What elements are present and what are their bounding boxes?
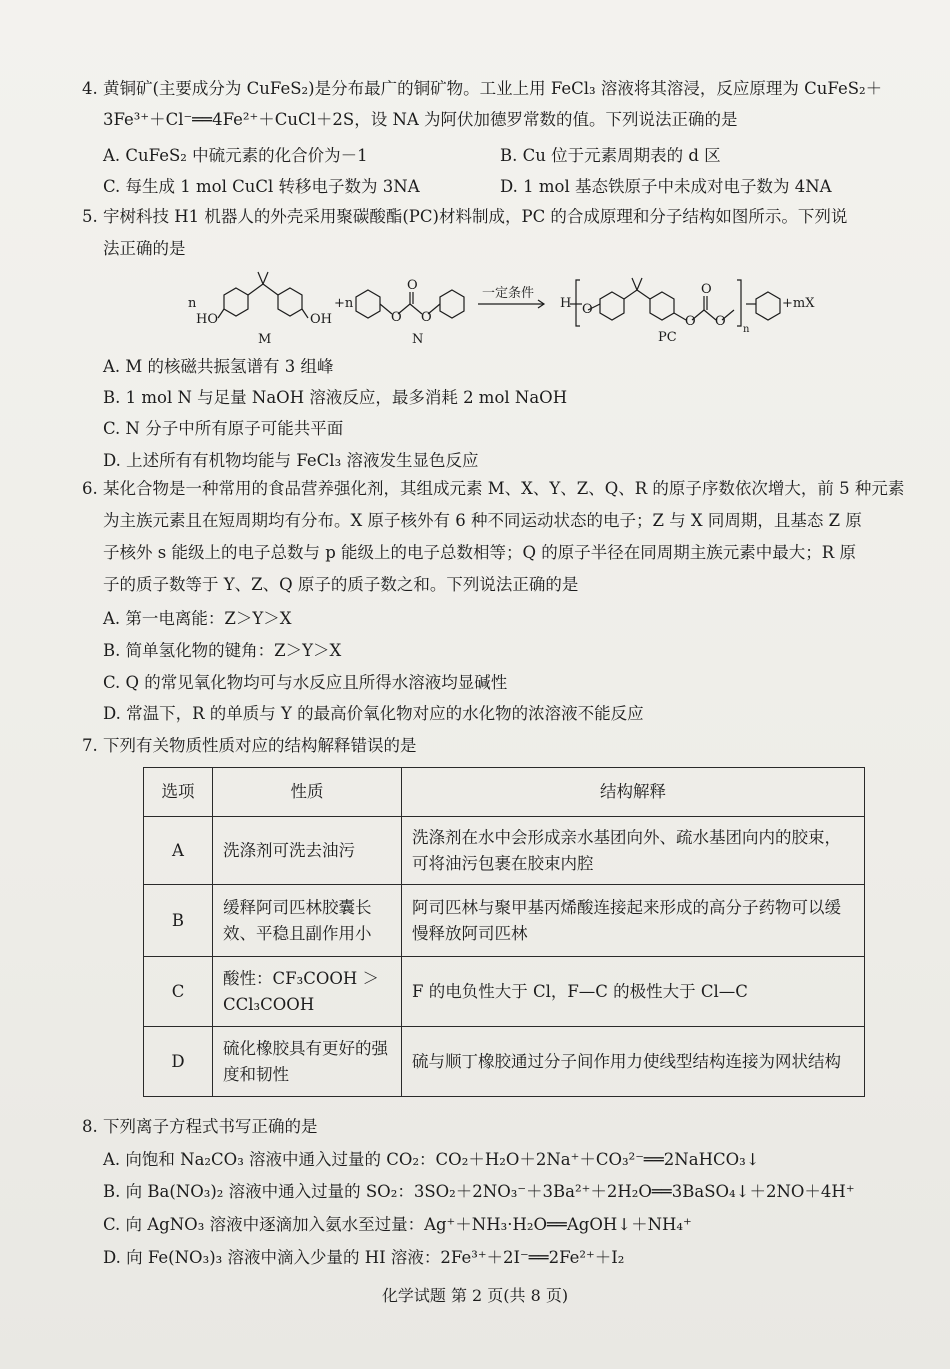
q8-option-d: D. 向 Fe(NO₃)₃ 溶液中滴入少量的 HI 溶液：2Fe³⁺＋2I⁻══2Fe²⁺＋I₂: [103, 1248, 625, 1267]
q8-option-b: B. 向 Ba(NO₃)₂ 溶液中通入过量的 SO₂：3SO₂＋2NO₃⁻＋3Ba²⁺＋2H₂O══3BaSO₄↓＋2NO＋4H⁺: [103, 1182, 855, 1201]
m-label: M: [258, 332, 272, 347]
row-explanation: 硫与顺丁橡胶通过分子间作用力使线型结构连接为网状结构: [402, 1027, 865, 1097]
pc-oxygen-3: O: [715, 314, 726, 329]
n-carbonyl-oxygen: O: [407, 278, 418, 293]
q7-stem: 7. 下列有关物质性质对应的结构解释错误的是: [82, 736, 417, 755]
q5-option-d: D. 上述所有有机物均能与 FeCl₃ 溶液发生显色反应: [103, 451, 479, 470]
row-explanation: 阿司匹林与聚甲基丙烯酸连接起来形成的高分子药物可以缓慢释放阿司匹林: [402, 885, 865, 957]
n-oxygen-right: O: [421, 310, 432, 325]
m-ho-group: HO: [196, 312, 218, 327]
pc-h-end: H: [560, 296, 572, 311]
row-property: 酸性：CF₃COOH ＞ CCl₃COOH: [213, 957, 402, 1027]
table-row: [144, 817, 865, 885]
pc-end-phenyl: [756, 292, 780, 320]
q8-stem: 8. 下列离子方程式书写正确的是: [82, 1117, 318, 1136]
row-option: A: [144, 817, 213, 885]
n-ring-right: [440, 290, 464, 318]
table-row: [144, 1027, 865, 1097]
pc-carbonyl-oxygen: O: [701, 282, 712, 297]
m-ring-right: [278, 288, 302, 316]
row-option: B: [144, 885, 213, 957]
q4-option-d: D. 1 mol 基态铁原子中未成对电子数为 4NA: [500, 177, 832, 196]
n-ring-left: [356, 290, 380, 318]
row-property: 洗涤剂可洗去油污: [213, 817, 402, 885]
page-footer: 化学试题 第 2 页(共 8 页): [381, 1286, 569, 1305]
q4-option-c: C. 每生成 1 mol CuCl 转移电子数为 3NA: [103, 177, 420, 196]
q6-option-a: A. 第一电离能：Z＞Y＞X: [103, 609, 292, 628]
q6-stem-line2: 为主族元素且在短周期均有分布。X 原子核外有 6 种不同运动状态的电子；Z 与 X 同周期，且基态 Z 原: [103, 511, 862, 530]
header-option: 选项: [144, 768, 213, 817]
pc-ring-2: [650, 292, 674, 320]
q5-option-b: B. 1 mol N 与足量 NaOH 溶液反应，最多消耗 2 mol NaOH: [103, 388, 568, 407]
row-property: 硫化橡胶具有更好的强度和韧性: [213, 1027, 402, 1097]
byproduct-mx: +mX: [782, 296, 815, 311]
m-oh-group: OH: [310, 312, 332, 327]
pc-synthesis-diagram: [180, 270, 820, 350]
q5-stem-line2: 法正确的是: [103, 239, 186, 258]
pc-oxygen-2: O: [685, 314, 696, 329]
q5-option-c: C. N 分子中所有原子可能共平面: [103, 419, 344, 438]
q6-stem-line4: 子的质子数等于 Y、Z、Q 原子的质子数之和。下列说法正确的是: [103, 575, 579, 594]
table-row: [144, 885, 865, 957]
m-ring-left: [224, 288, 248, 316]
q6-stem-line3: 子核外 s 能级上的电子总数与 p 能级上的电子总数相等；Q 的原子半径在同周期主族元素中最大；R 原: [103, 543, 856, 562]
q7-table: [143, 767, 865, 1097]
header-property: 性质: [213, 768, 402, 817]
row-explanation: 洗涤剂在水中会形成亲水基团向外、疏水基团向内的胶束，可将油污包裹在胶束内腔: [402, 817, 865, 885]
reaction-scheme-svg: [180, 270, 820, 350]
q6-option-b: B. 简单氢化物的键角：Z＞Y＞X: [103, 641, 342, 660]
reaction-condition: 一定条件: [482, 286, 535, 301]
q4-stem-line1: 4. 黄铜矿(主要成分为 CuFeS₂)是分布最广的铜矿物。工业上用 FeCl₃ 溶液将其溶浸，反应原理为 CuFeS₂＋: [82, 79, 883, 98]
m-coefficient: n: [188, 296, 197, 311]
n-oxygen-left: O: [391, 310, 402, 325]
row-property: 缓释阿司匹林胶囊长效、平稳且副作用小: [213, 885, 402, 957]
q5-stem-line1: 5. 宇树科技 H1 机器人的外壳采用聚碳酸酯(PC)材料制成，PC 的合成原理和分子结构如图所示。下列说: [82, 207, 848, 226]
pc-bracket-left: [576, 280, 580, 326]
q4-option-a: A. CuFeS₂ 中硫元素的化合价为－1: [103, 146, 368, 165]
q8-option-c: C. 向 AgNO₃ 溶液中逐滴加入氨水至过量：Ag⁺＋NH₃·H₂O══AgOH↓＋NH₄⁺: [103, 1215, 692, 1234]
q6-stem-line1: 6. 某化合物是一种常用的食品营养强化剂，其组成元素 M、X、Y、Z、Q、R 的原子序数依次增大，前 5 种元素: [82, 479, 905, 498]
pc-label: PC: [658, 330, 677, 345]
pc-ring-1: [600, 292, 624, 320]
q8-option-a: A. 向饱和 Na₂CO₃ 溶液中通入过量的 CO₂：CO₂＋H₂O＋2Na⁺＋CO₃²⁻══2NaHCO₃↓: [103, 1150, 760, 1169]
q6-option-d: D. 常温下，R 的单质与 Y 的最高价氧化物对应的水化物的浓溶液不能反应: [103, 704, 644, 723]
n-coefficient-plus: +n: [334, 296, 354, 311]
header-explanation: 结构解释: [402, 768, 865, 817]
pc-bracket-right: [737, 280, 741, 326]
pc-repeat-n: n: [743, 324, 750, 335]
q6-option-c: C. Q 的常见氧化物均可与水反应且所得水溶液均显碱性: [103, 673, 508, 692]
row-option: D: [144, 1027, 213, 1097]
q4-stem-line2: 3Fe³⁺＋Cl⁻══4Fe²⁺＋CuCl＋2S，设 NA 为阿伏加德罗常数的值。下列说法正确的是: [103, 110, 738, 129]
n-label: N: [412, 332, 424, 347]
row-explanation: F 的电负性大于 Cl，F—C 的极性大于 Cl—C: [402, 957, 865, 1027]
table-row: [144, 957, 865, 1027]
q5-option-a: A. M 的核磁共振氢谱有 3 组峰: [103, 357, 334, 376]
pc-oxygen-1: O: [582, 302, 593, 317]
row-option: C: [144, 957, 213, 1027]
q4-option-b: B. Cu 位于元素周期表的 d 区: [500, 146, 721, 165]
table-header-row: [144, 768, 865, 817]
